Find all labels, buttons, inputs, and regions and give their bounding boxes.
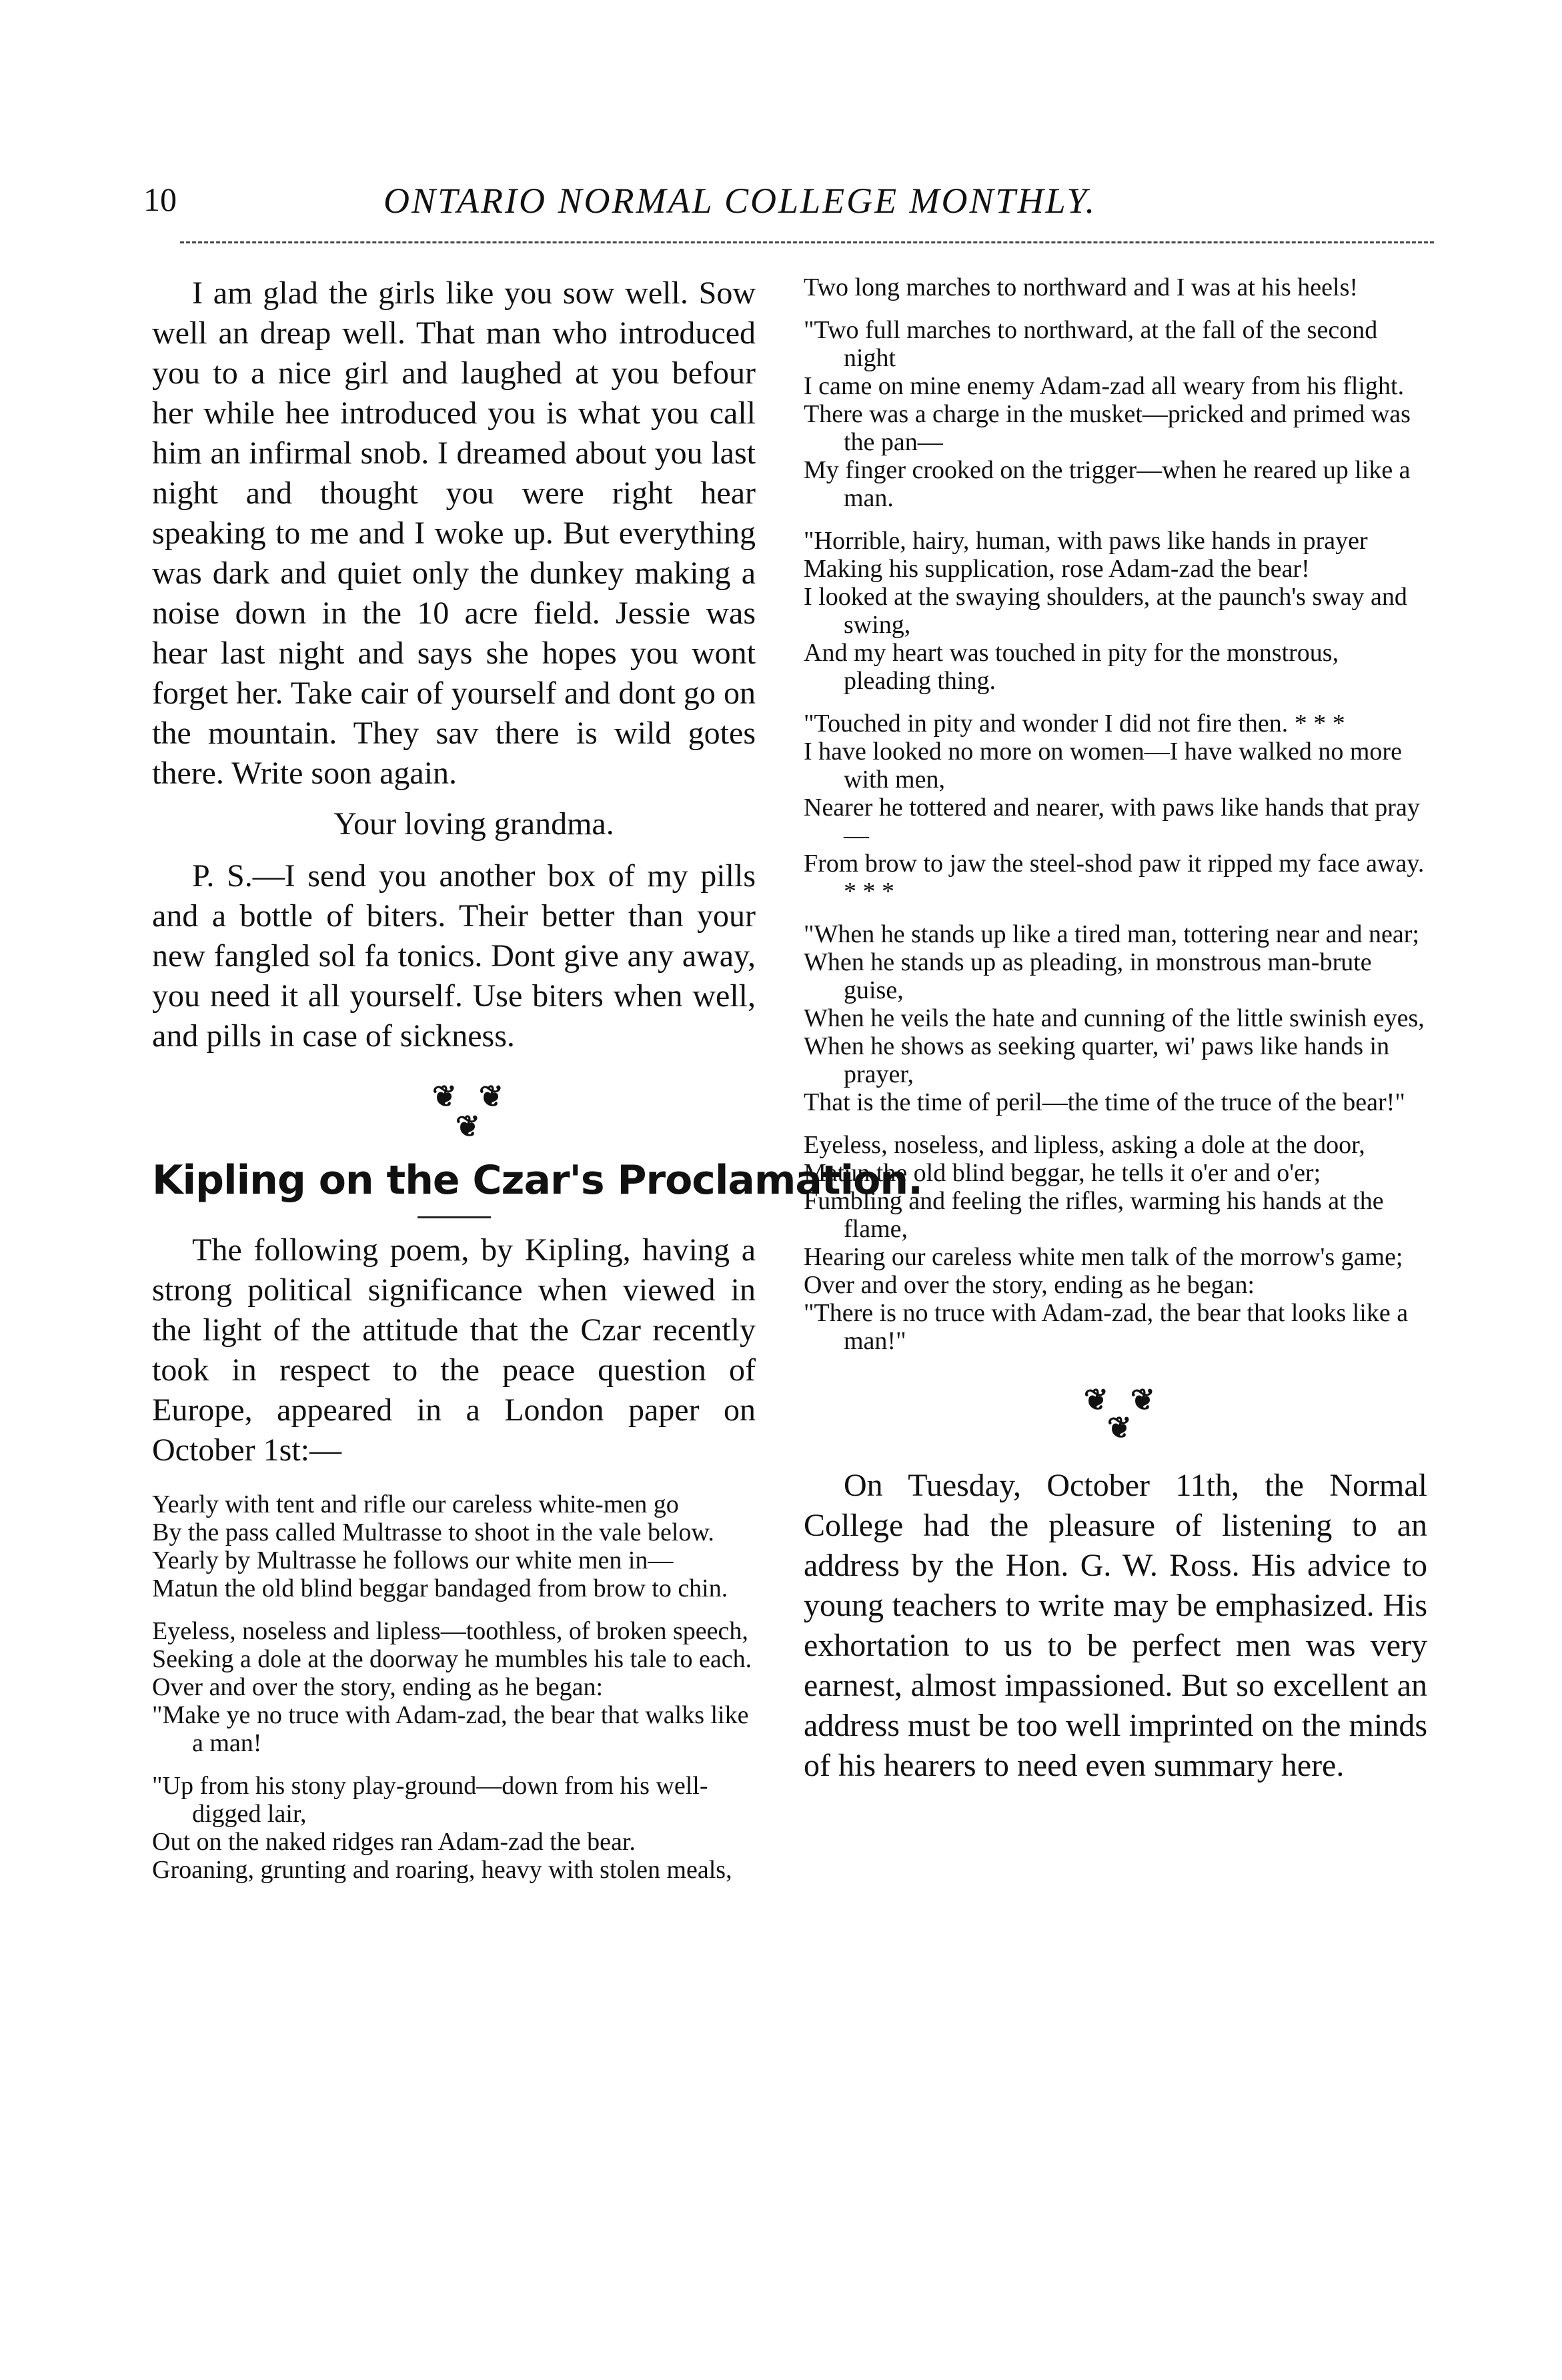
poem-line: "When he stands up like a tired man, tottering near and near; bbox=[804, 920, 1419, 948]
poem-line: "There is no truce with Adam-zad, the bear that looks like a man!" bbox=[804, 1299, 1409, 1355]
section-ornament bbox=[804, 1370, 1427, 1450]
poem-line: From brow to jaw the steel-shod paw it ripped my face away. * * * bbox=[804, 850, 1425, 906]
poem-line: My finger crooked on the trigger—when he reared up like a man. bbox=[804, 456, 1411, 512]
poem-line: "Horrible, hairy, human, with paws like hands in prayer bbox=[804, 527, 1368, 555]
ornament-glyph: ❦ bbox=[479, 1080, 504, 1113]
poem-stanza bbox=[152, 1772, 756, 1884]
poem-line: I have looked no more on women—I have walked no more with men, bbox=[804, 738, 1402, 794]
poem-line: Eyeless, noseless and lipless—toothless, of broken speech, bbox=[152, 1617, 748, 1645]
poem-line: Nearer he tottered and nearer, with paws like hands that pray— bbox=[804, 794, 1420, 850]
poem-line: Two long marches to northward and I was at his heels! bbox=[804, 273, 1359, 301]
poem-line: Matun the old blind beggar bandaged from brow to chin. bbox=[152, 1574, 728, 1602]
poem-line: There was a charge in the musket—pricked and primed was the pan— bbox=[804, 400, 1411, 456]
section-ornament bbox=[152, 1056, 756, 1150]
poem-line: Fumbling and feeling the rifles, warming his hands at the flame, bbox=[804, 1187, 1384, 1243]
poem-line: And my heart was touched in pity for the monstrous, pleading thing. bbox=[804, 639, 1339, 695]
page-header bbox=[143, 180, 1431, 233]
letter-postscript: P. S.—I send you another box of my pills and a bottle of biters. Their better than your new fangled sol fa tonics. Dont give any away, you need it all yourself. Use biters when well, and pills in case of sickness. bbox=[152, 858, 756, 1054]
poem-line: Over and over the story, ending as he began: bbox=[804, 1271, 1255, 1299]
poem-stanza bbox=[804, 316, 1427, 512]
poem-stanza bbox=[152, 1490, 756, 1602]
poem-stanza bbox=[152, 1617, 756, 1757]
ornament-glyph: ❦ bbox=[1107, 1412, 1132, 1444]
right-column bbox=[804, 273, 1427, 1786]
poem-line: Yearly with tent and rifle our careless white-men go bbox=[152, 1490, 679, 1518]
ornament-glyph: ❦ bbox=[432, 1080, 457, 1113]
poem-line: By the pass called Multrasse to shoot in the vale below. bbox=[152, 1518, 714, 1546]
poem-line: "Two full marches to northward, at the fall of the second night bbox=[804, 316, 1378, 372]
poem-line: Groaning, grunting and roaring, heavy with stolen meals, bbox=[152, 1856, 732, 1884]
poem-line: "Touched in pity and wonder I did not fire then. * * * bbox=[804, 710, 1345, 738]
poem-line: Hearing our careless white men talk of the morrow's game; bbox=[804, 1243, 1403, 1271]
poem-line: Eyeless, noseless, and lipless, asking a dole at the door, bbox=[804, 1131, 1365, 1159]
poem-stanza bbox=[804, 920, 1427, 1116]
header-rule bbox=[180, 241, 1434, 243]
left-column bbox=[152, 273, 922, 1899]
article-title: Kipling on the Czar's Proclamation. bbox=[152, 1157, 922, 1204]
poem-right bbox=[804, 273, 1427, 1355]
poem-line: "Make ye no truce with Adam-zad, the bear that walks like a man! bbox=[152, 1701, 749, 1757]
ornament-glyph: ❦ bbox=[456, 1110, 480, 1143]
ornament-glyph: ❦ bbox=[1084, 1384, 1108, 1416]
poem-left bbox=[152, 1490, 756, 1884]
closing-paragraph: On Tuesday, October 11th, the Normal College had the pleasure of listening to an address by the Hon. G. W. Ross. His advice to young teachers to write may be emphasized. His exhortation to us to be perfect men was very earnest, almost impassioned. But so excellent an address must be too well imprinted on the minds of his hearers to need even summary here. bbox=[804, 1468, 1427, 1783]
poem-line: Out on the naked ridges ran Adam-zad the bear. bbox=[152, 1828, 636, 1856]
poem-line: I came on mine enemy Adam-zad all weary from his flight. bbox=[804, 372, 1405, 400]
poem-stanza bbox=[804, 527, 1427, 695]
letter-signoff: Your loving grandma. bbox=[333, 806, 614, 842]
poem-line: Seeking a dole at the doorway he mumbles his tale to each. bbox=[152, 1645, 752, 1673]
poem-line: Over and over the story, ending as he began: bbox=[152, 1673, 604, 1701]
poem-line: Yearly by Multrasse he follows our white men in— bbox=[152, 1546, 674, 1574]
article-intro: The following poem, by Kipling, having a strong political significance when viewed in the light of the attitude that the Czar recently took in respect to the peace question of Europe, appeared in a London paper on October 1st:— bbox=[152, 1232, 756, 1468]
letter-body: I am glad the girls like you sow well. Sow well an dreap well. That man who introduced you to a nice girl and laughed at you befour her while hee introduced you is what you call him an infirmal snob. I dreamed about you last night and thought you were right hear speaking to me and I woke up. But everything was dark and quiet only the dunkey making a noise down in the 10 acre field. Jessie was hear last night and says she hopes you wont forget her. Take cair of yourself and dont go on the mountain. They sav there is wild gotes there. Write soon again. bbox=[152, 275, 756, 791]
poem-line: Making his supplication, rose Adam-zad the bear! bbox=[804, 555, 1310, 583]
poem-stanza bbox=[804, 710, 1427, 906]
poem-line: When he shows as seeking quarter, wi' paws like hands in prayer, bbox=[804, 1032, 1390, 1088]
poem-line: Matun the old blind beggar, he tells it o'er and o'er; bbox=[804, 1159, 1321, 1187]
page-number: 10 bbox=[143, 181, 177, 218]
poem-stanza bbox=[804, 273, 1427, 301]
title-rule bbox=[418, 1216, 491, 1218]
poem-line: When he veils the hate and cunning of the little swinish eyes, bbox=[804, 1004, 1425, 1032]
poem-line: That is the time of peril—the time of the truce of the bear!" bbox=[804, 1088, 1405, 1116]
ornament-glyph: ❦ bbox=[1130, 1384, 1155, 1416]
poem-stanza bbox=[804, 1131, 1427, 1355]
poem-line: When he stands up as pleading, in monstrous man-brute guise, bbox=[804, 948, 1372, 1004]
poem-line: I looked at the swaying shoulders, at the paunch's sway and swing, bbox=[804, 583, 1407, 639]
poem-line: "Up from his stony play-ground—down from his well-digged lair, bbox=[152, 1772, 708, 1828]
running-title: ONTARIO NORMAL COLLEGE MONTHLY. bbox=[383, 181, 1097, 221]
